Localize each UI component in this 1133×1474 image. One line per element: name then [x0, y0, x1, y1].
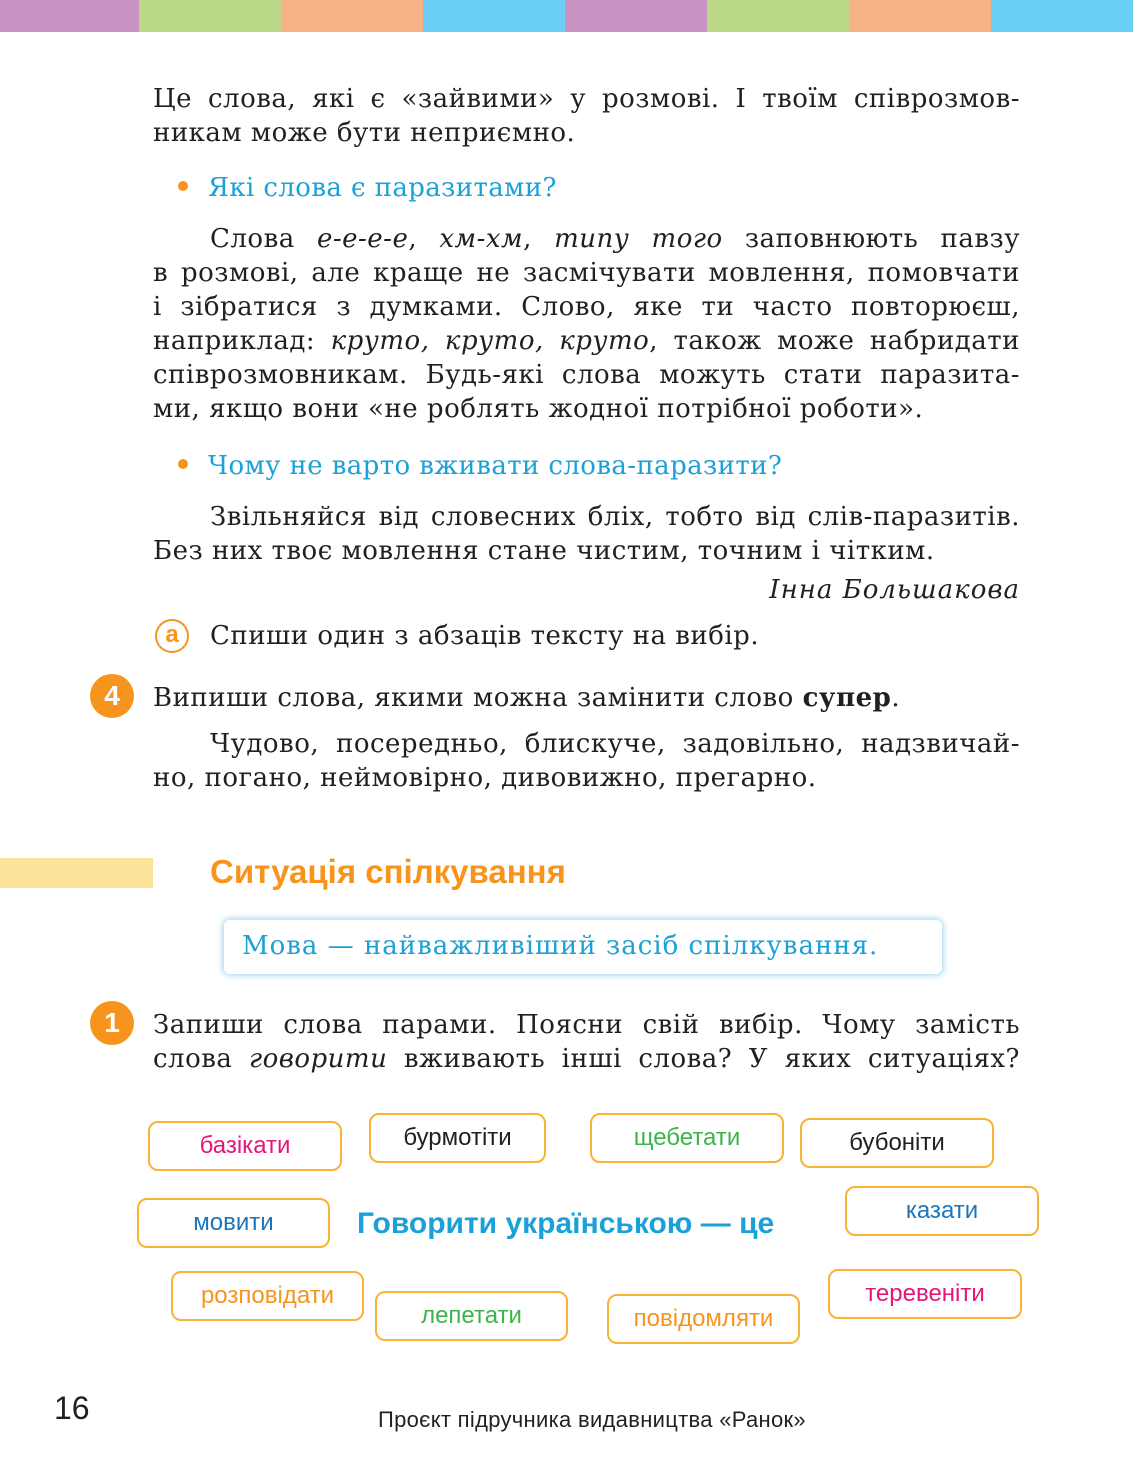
page-number: 16 [54, 1390, 90, 1426]
footer-note: Проєкт підручника видавництва «Ранок» [378, 1407, 806, 1432]
italic-run: хм-хм [439, 224, 524, 254]
word-pill-povidomliaty: повідомляти [607, 1294, 800, 1344]
question-2 [178, 449, 782, 483]
task-4-words [153, 727, 1020, 795]
word-pill-movyty: мовити [137, 1198, 330, 1248]
paragraph-3 [153, 500, 1020, 568]
paragraph-2-line-6: ми, якщо вони «не роблять жодної потрібної роботи». [153, 394, 924, 424]
question-2-text: Чому не варто вживати слова-паразити? [208, 451, 783, 481]
paragraph-2-line-5: співрозмовникам. Будь-які слова можуть стати паразита- [153, 360, 1020, 390]
header-stripe-1 [0, 0, 139, 32]
italic-run: е-е-е-е [316, 224, 409, 254]
paragraph-3-line-2: Без них твоє мовлення стане чистим, точним і чітким. [153, 536, 935, 566]
word-pill-burmotity: бурмотіти [369, 1113, 546, 1163]
task-a-text: Спиши один з абзаців тексту на вибір. [210, 621, 760, 651]
word-pill-lepetaty: лепетати [375, 1291, 568, 1341]
paragraph-2-line-3: і зібратися з думками. Слово, яке ти часто повторюєш, [153, 292, 1020, 322]
italic-run: говорити [248, 1044, 388, 1074]
italic-run: типу того [554, 224, 723, 254]
text-run: , також може набридати [649, 326, 1021, 356]
task-4-words-line-1: Чудово, посередньо, блискуче, задовільно, надзвичай- [210, 729, 1020, 759]
word-pill-buboniti: бубоніти [800, 1118, 994, 1168]
header-stripe-3 [281, 0, 423, 32]
paragraph-1-line-1: Це слова, які є «зайвими» у розмові. І твоїм співрозмов- [153, 84, 1020, 114]
header-stripe-2 [139, 0, 281, 32]
rule-box [224, 920, 942, 974]
paragraph-2 [153, 222, 1020, 426]
text-run: . [891, 683, 901, 713]
text-run: , [408, 224, 440, 254]
header-stripe-7 [849, 0, 991, 32]
word-pill-bazikaty: базікати [148, 1121, 342, 1171]
paragraph-2-line-2: в розмові, але краще не засмічувати мовлення, помовчати [153, 258, 1020, 288]
text-run: наприклад: [153, 326, 331, 356]
rule-text: Мова — найважливіший засіб спілкування. [242, 931, 879, 961]
task-a-marker: а [155, 619, 189, 653]
paragraph-2-line-4 [153, 324, 1020, 358]
task-1-line-2 [153, 1042, 1020, 1076]
word-pill-shchebetaty: щебетати [590, 1113, 784, 1163]
task-4-words-line-2: но, погано, неймовірно, дивовижно, прегарно. [153, 763, 817, 793]
section-title: Ситуація спілкування [210, 853, 566, 890]
bullet-dot-icon [178, 181, 188, 191]
header-stripe-4 [423, 0, 565, 32]
text-run: слова [153, 1044, 249, 1074]
header-stripe-5 [565, 0, 707, 32]
question-1 [178, 171, 557, 205]
text-run: Випиши слова, якими можна замінити слово [153, 683, 803, 713]
paragraph-3-line-1: Звільняйся від словесних бліх, тобто від слів-паразитів. [210, 502, 1020, 532]
author: Інна Большакова [769, 575, 1020, 605]
paragraph-1-line-2: никам може бути неприємно. [153, 118, 576, 148]
text-run: Слова [210, 224, 317, 254]
italic-run: круто, круто, круто [330, 326, 650, 356]
bullet-dot-icon [178, 459, 188, 469]
task-4-number: 4 [90, 674, 134, 718]
paragraph-2-line-1 [153, 222, 1020, 256]
word-pill-rozpovidaty: розповідати [171, 1271, 364, 1321]
paragraph-1 [153, 82, 1020, 150]
word-pill-tereveniti: теревеніти [828, 1269, 1022, 1319]
text-run: вживають інші слова? У яких ситуаціях? [387, 1044, 1020, 1074]
word-pill-kazaty: казати [845, 1186, 1039, 1236]
center-phrase: Говорити українською — це [357, 1207, 775, 1240]
task-4-instruction [153, 681, 1020, 715]
header-stripe-8 [991, 0, 1133, 32]
question-1-text: Які слова є паразитами? [208, 173, 557, 203]
task-1-line-1: Запиши слова парами. Поясни свій вибір. Чому замість [153, 1010, 1020, 1040]
text-run: заповнюють павзу [722, 224, 1020, 254]
section-marker-bar [0, 858, 153, 888]
task-1-instruction [153, 1008, 1020, 1076]
header-stripe-6 [707, 0, 849, 32]
task-1-number: 1 [90, 1001, 134, 1045]
bold-word: супер [802, 683, 892, 713]
text-run: , [523, 224, 555, 254]
